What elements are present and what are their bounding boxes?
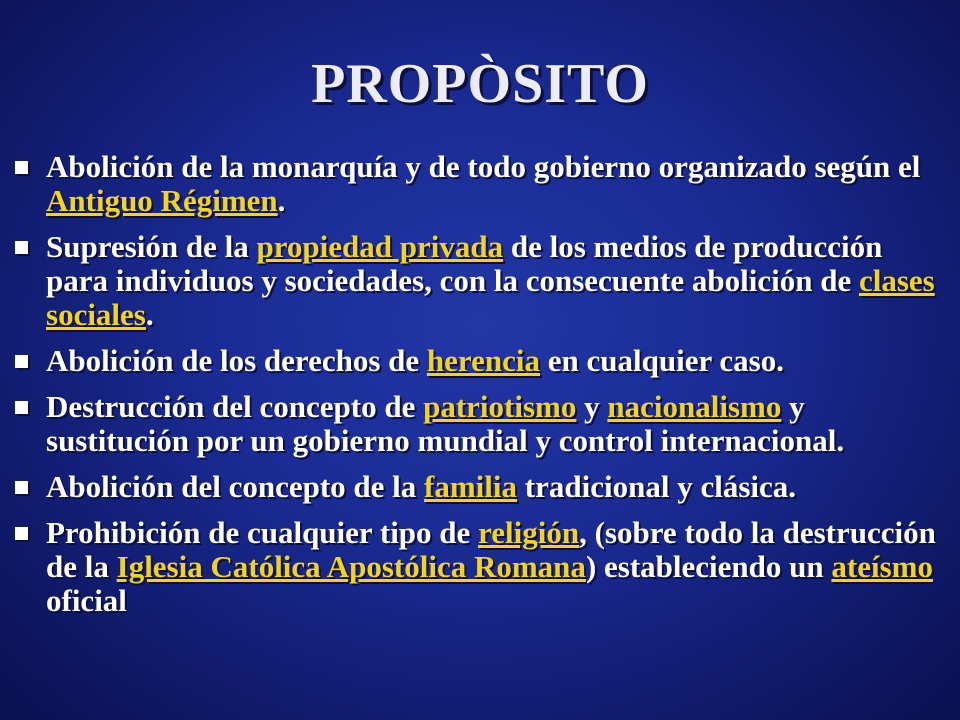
bullet-text: de los medios de producción para individuos y sociedades, con la consecuente abolición de bbox=[46, 229, 883, 298]
bullet-item-6 bbox=[12, 516, 952, 618]
square-bullet-icon bbox=[15, 481, 28, 494]
link-religion[interactable]: religión bbox=[478, 515, 580, 550]
bullet-list bbox=[12, 150, 952, 630]
bullet-text: Abolición del concepto de la bbox=[46, 469, 425, 504]
link-ateismo[interactable]: ateísmo bbox=[831, 549, 933, 584]
bullet-text: tradicional y clásica. bbox=[517, 469, 797, 504]
square-bullet-icon bbox=[15, 161, 28, 174]
link-patriotismo[interactable]: patriotismo bbox=[423, 389, 577, 424]
bullet-text: en cualquier caso. bbox=[540, 343, 784, 378]
bullet-text: Destrucción del concepto de bbox=[46, 389, 424, 424]
link-clases-sociales[interactable]: clases sociales bbox=[46, 263, 935, 332]
bullet-text: . bbox=[277, 183, 286, 218]
bullet-item-5 bbox=[12, 470, 952, 504]
bullet-item-4 bbox=[12, 390, 952, 458]
bullet-item-1 bbox=[12, 150, 952, 218]
bullet-text: Supresión de la bbox=[46, 229, 257, 264]
square-bullet-icon bbox=[15, 241, 28, 254]
bullet-text: Prohibición de cualquier tipo de bbox=[46, 515, 479, 550]
bullet-text: y sustitución por un gobierno mundial y control internacional. bbox=[46, 389, 845, 458]
bullet-text: Abolición de los derechos de bbox=[46, 343, 427, 378]
link-antiguo-regimen[interactable]: Antiguo Régimen bbox=[46, 183, 278, 218]
link-nacionalismo[interactable]: nacionalismo bbox=[607, 389, 782, 424]
bullet-text: , (sobre todo la destrucción de la bbox=[46, 515, 936, 584]
slide-title: PROPÒSITO bbox=[311, 53, 649, 115]
bullet-text: . bbox=[145, 297, 154, 332]
link-herencia[interactable]: herencia bbox=[426, 343, 540, 378]
link-propiedad-privada[interactable]: propiedad privada bbox=[256, 229, 504, 264]
bullet-text: Abolición de la monarquía y de todo gobierno organizado según el bbox=[46, 149, 921, 184]
square-bullet-icon bbox=[15, 401, 28, 414]
square-bullet-icon bbox=[15, 527, 28, 540]
bullet-item-3 bbox=[12, 344, 952, 378]
bullet-text: ) estableciendo un bbox=[585, 549, 832, 584]
bullet-item-2 bbox=[12, 230, 952, 332]
bullet-text: y bbox=[576, 389, 608, 424]
link-iglesia-catolica[interactable]: Iglesia Católica Apostólica Romana bbox=[116, 549, 586, 584]
link-familia[interactable]: familia bbox=[424, 469, 518, 504]
square-bullet-icon bbox=[15, 355, 28, 368]
bullet-text: oficial bbox=[46, 583, 127, 618]
